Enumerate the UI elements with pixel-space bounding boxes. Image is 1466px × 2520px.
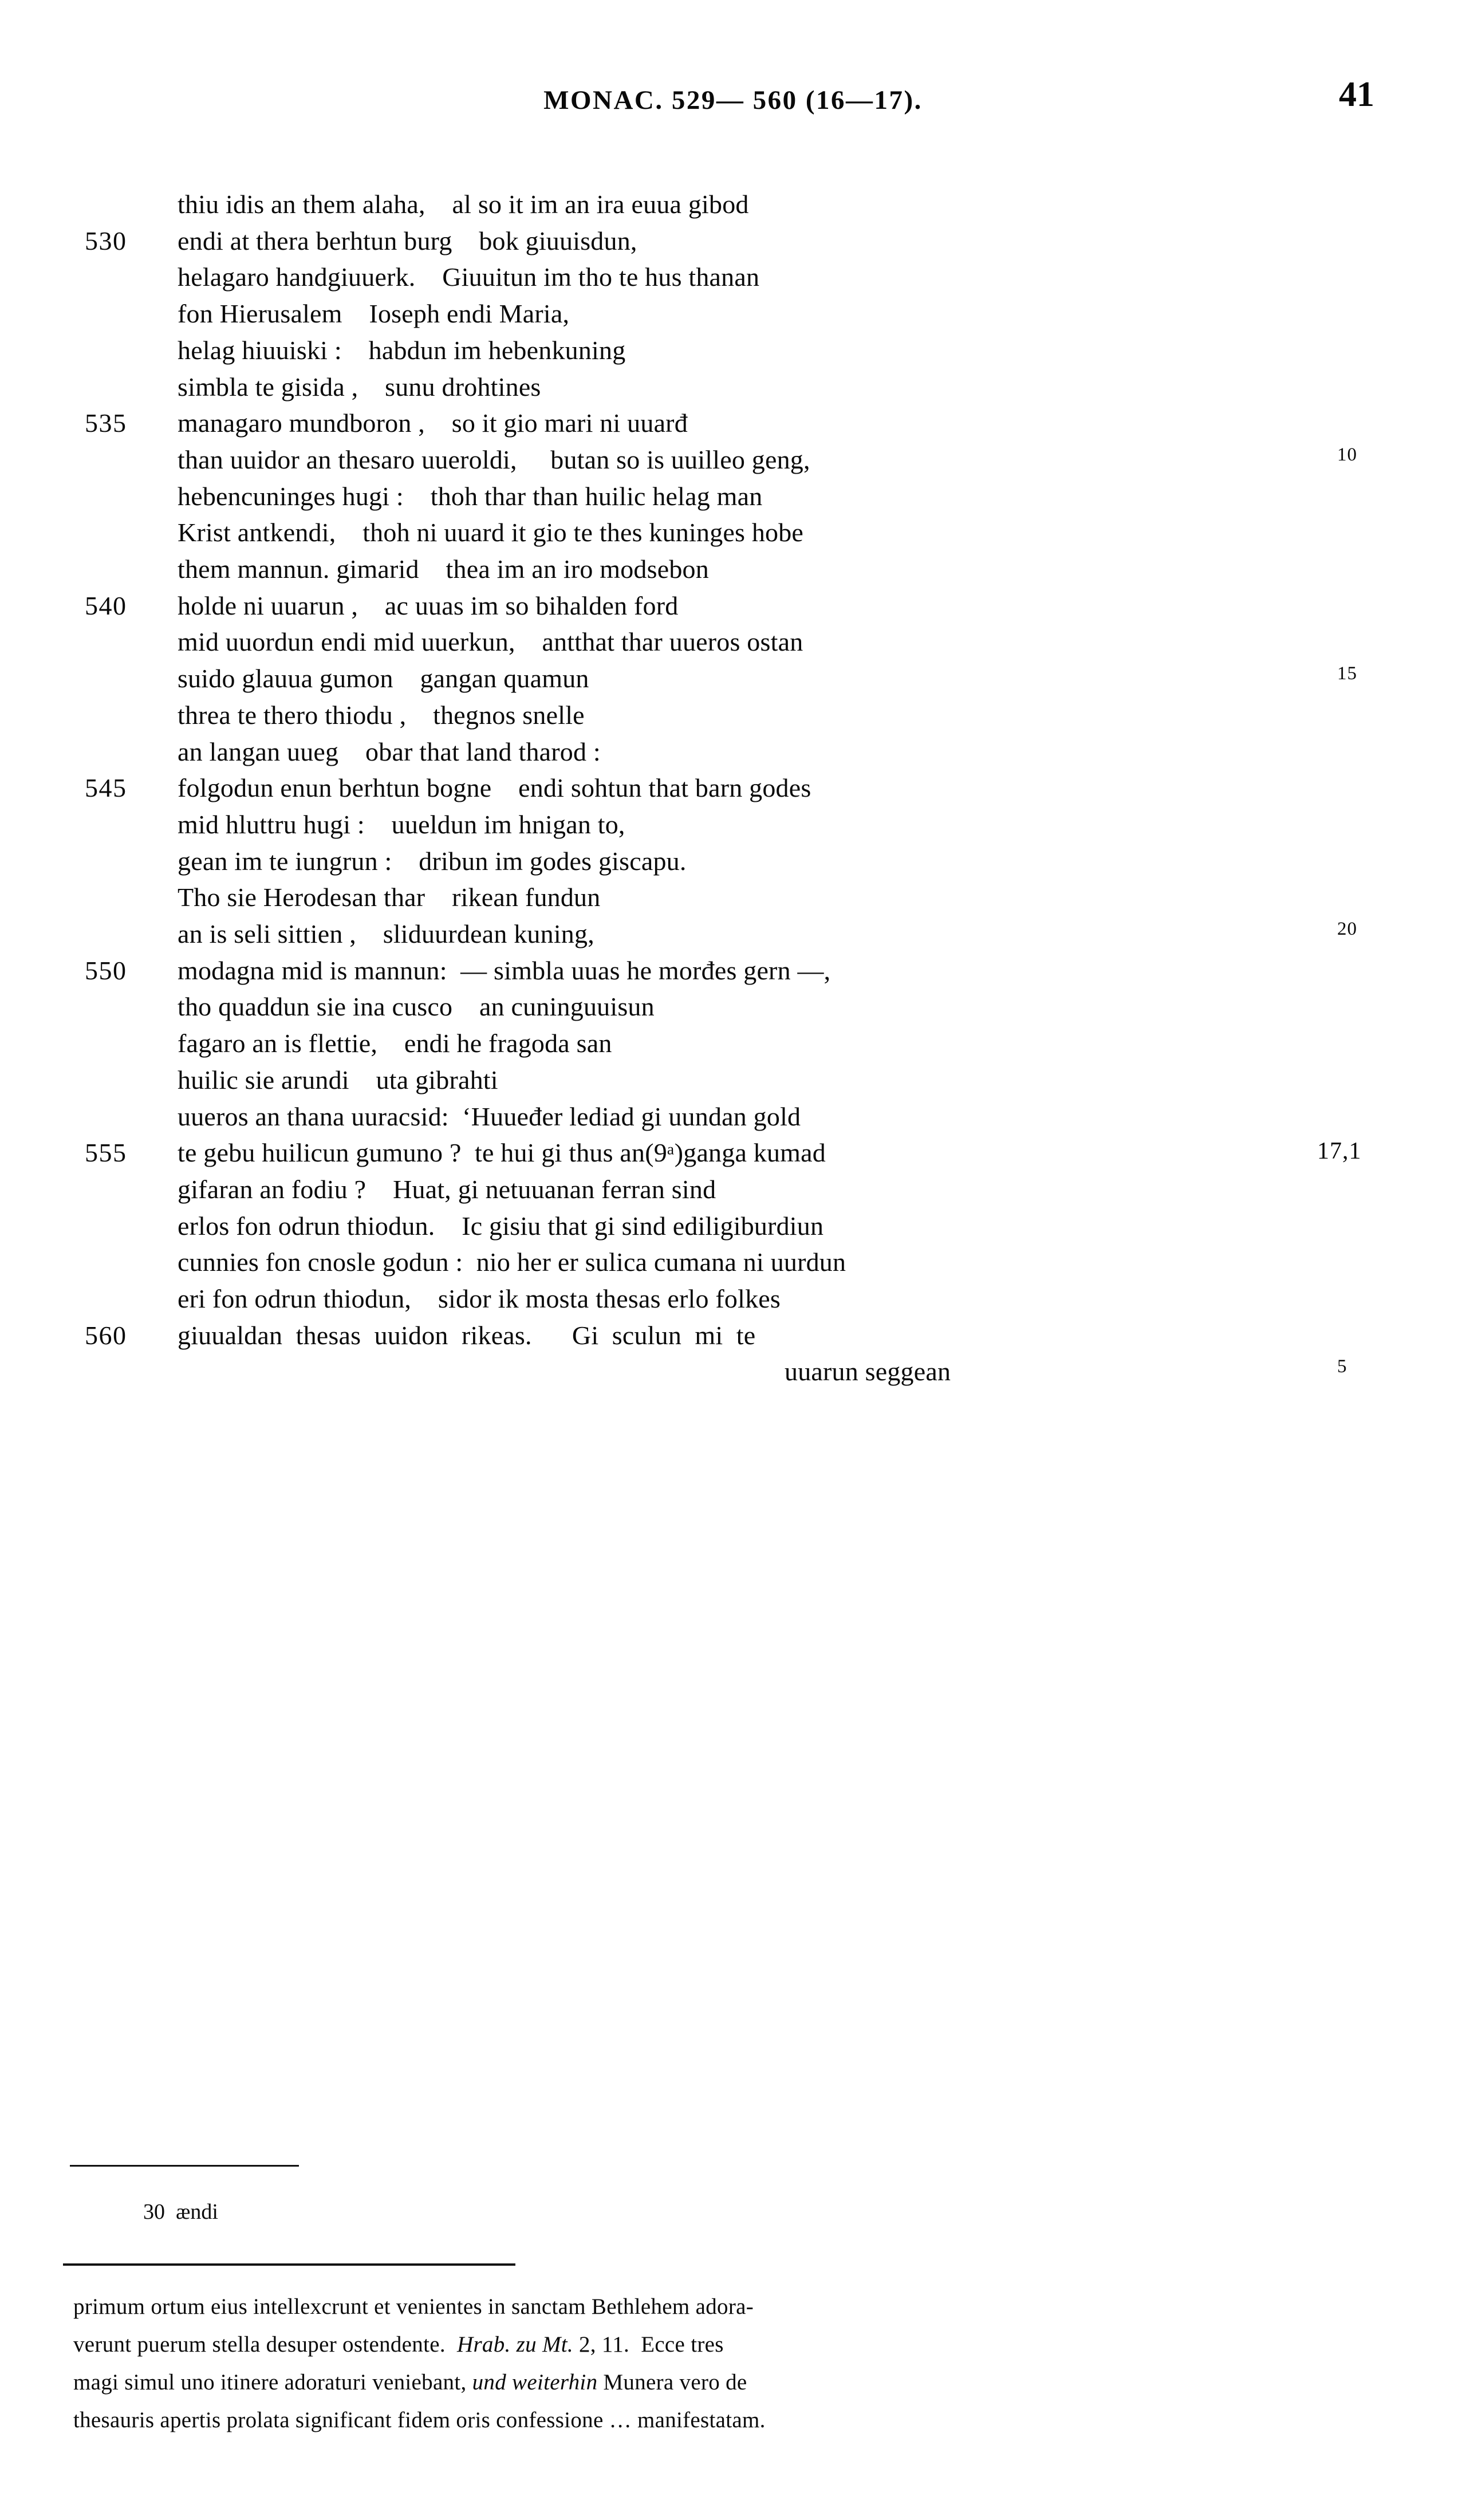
verse-line-text: managaro mundboron , so it gio mari ni uuarđ <box>178 408 688 438</box>
verse-line-text: thiu idis an them alaha, al so it im an ira euua gibod <box>178 190 749 219</box>
verse-line-text: suido glauua gumon gangan quamun <box>178 664 589 694</box>
verse-margin-number: 10 <box>1337 444 1357 465</box>
verse-line-text: cunnies fon cnosle godun : nio her er sulica cumana ni uurdun <box>178 1247 846 1277</box>
verse-line-number: 560 <box>85 1320 127 1350</box>
apparatus-rule <box>70 2165 299 2167</box>
verse-line-text: endi at thera berhtun burg bok giuuisdun, <box>178 226 637 255</box>
running-title: MONAC. 529— 560 (16—17). <box>543 85 923 115</box>
verse-margin-number: 5 <box>1337 1356 1347 1377</box>
verse-line-text: hebencuninges hugi : thoh thar than huilic helag man <box>178 481 763 511</box>
footnote-citation: und weiterhin <box>472 2370 598 2395</box>
verse-margin-number: 20 <box>1337 919 1357 939</box>
verse-line-number: 530 <box>85 226 127 255</box>
footnote-line <box>73 2401 1385 2439</box>
running-header <box>0 0 1466 115</box>
verse-line-text: an is seli sittien , sliduurdean kuning, <box>178 919 594 948</box>
verse-line-text: gifaran an fodiu ? Huat, gi netuuanan ferran sind <box>178 1174 716 1204</box>
footnote-rule <box>63 2263 515 2266</box>
verse-line-text: Krist antkendi, thoh ni uuard it gio te thes kuninges hobe <box>178 518 804 548</box>
footnote-text: magi simul uno itinere adoraturi veniebant, <box>73 2370 472 2395</box>
verse-line-text: an langan uueg obar that land tharod : <box>178 737 601 766</box>
verse-margin-number: 15 <box>1337 663 1357 684</box>
verse-line-text: erlos fon odrun thiodun. Ic gisiu that gi sind ediligiburdiun <box>178 1211 824 1241</box>
footnote-text: primum ortum eius intellexcrunt et venientes in sanctam Bethlehem adora- <box>73 2294 754 2319</box>
verse-line-text: fon Hierusalem Ioseph endi Maria, <box>178 299 570 329</box>
footnote-text: thesauris apertis prolata significant fidem oris confessione … manifestatam. <box>73 2408 766 2432</box>
verse-line-text: mid hluttru hugi : uueldun im hnigan to, <box>178 809 625 839</box>
verse-line-text: te gebu huilicun gumuno ? te hui gi thus an(9ᵃ)ganga kumad <box>178 1138 826 1168</box>
footnote-text: 2, 11. Ecce tres <box>573 2332 724 2357</box>
page-number: 41 <box>1339 75 1374 114</box>
verse-line-number: 555 <box>85 1138 127 1168</box>
verse-line-text: eri fon odrun thiodun, sidor ik mosta thesas erlo folkes <box>178 1284 781 1313</box>
verse-line-text: them mannun. gimarid thea im an iro modsebon <box>178 554 709 584</box>
verse-line-text: mid uuordun endi mid uuerkun, antthat thar uueros ostan <box>178 627 803 657</box>
footnote-line <box>73 2364 1385 2401</box>
footnote-citation: Hrab. zu Mt. <box>456 2332 573 2357</box>
verse-line-text: gean im te iungrun : dribun im godes giscapu. <box>178 846 687 876</box>
verse-line-text: fagaro an is flettie, endi he fragoda san <box>178 1029 612 1058</box>
verse-line-text: helag hiuuiski : habdun im hebenkuning <box>178 335 626 365</box>
verse-line-text: Tho sie Herodesan thar rikean fundun <box>178 883 601 912</box>
verse-line-text: tho quaddun sie ina cusco an cuninguuisun <box>178 992 655 1022</box>
apparatus-note: 30 ændi <box>143 2200 218 2224</box>
verse-line-text: than uuidor an thesaro uueroldi, butan so is uuilleo geng, <box>178 444 810 474</box>
verse-line-text: simbla te gisida , sunu drohtines <box>178 372 541 401</box>
footnote-block <box>73 2288 1385 2439</box>
verse-line-number: 540 <box>85 590 127 620</box>
verse-line-text: modagna mid is mannun: — simbla uuas he morđes gern —, <box>178 955 831 985</box>
verse-line-text: giuualdan thesas uuidon rikeas. Gi sculun mi te <box>178 1320 756 1350</box>
footnote-line <box>73 2326 1385 2364</box>
verse-margin-number: 17,1 <box>1317 1138 1362 1165</box>
verse-line-number: 550 <box>85 955 127 985</box>
verse-line-text: helagaro handgiuuerk. Giuuitun im tho te hus thanan <box>178 262 760 292</box>
footnote-line <box>73 2288 1385 2326</box>
verse-line-text: uuarun seggean <box>785 1357 951 1387</box>
verse-line-text: folgodun enun berhtun bogne endi sohtun that barn godes <box>178 773 811 803</box>
verse-line-number: 545 <box>85 773 127 803</box>
verse-line-text: holde ni uuarun , ac uuas im so bihalden ford <box>178 590 679 620</box>
footnote-text: Munera vero de <box>597 2370 747 2395</box>
verse-line-text: threa te thero thiodu , thegnos snelle <box>178 700 585 730</box>
verse-line-text: uueros an thana uuracsid: ‘Huueđer lediad gi uundan gold <box>178 1101 801 1131</box>
footnote-text: verunt puerum stella desuper ostendente. <box>73 2332 457 2357</box>
verse-line-number: 535 <box>85 408 127 438</box>
verse-line-text: huilic sie arundi uta gibrahti <box>178 1065 498 1094</box>
